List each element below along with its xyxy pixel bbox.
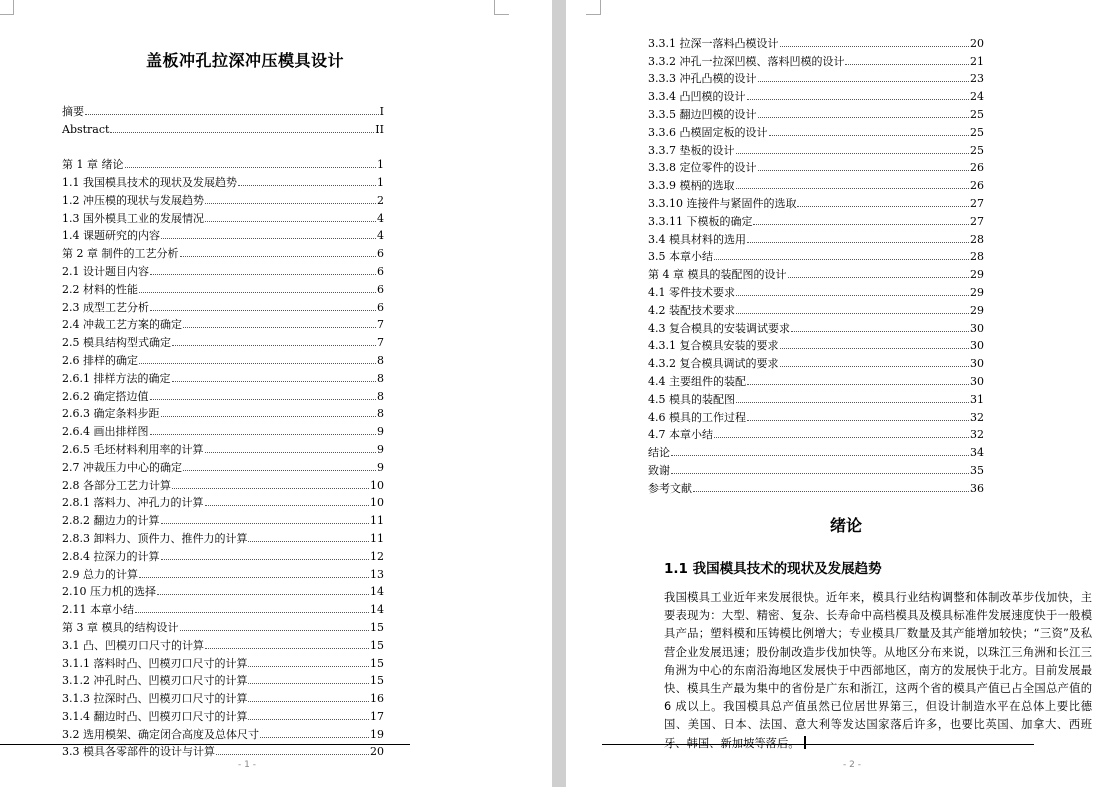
- toc-entry[interactable]: [62, 349, 384, 367]
- toc-entry[interactable]: [62, 723, 384, 741]
- toc-leader-dots: [248, 541, 369, 542]
- toc-leader-dots: [139, 292, 376, 293]
- toc-entry[interactable]: [62, 100, 384, 118]
- toc-entry-page: 28: [970, 250, 984, 264]
- toc-leader-dots: [135, 612, 369, 613]
- toc-leader-dots: [736, 295, 969, 296]
- crop-mark-top-left: [586, 0, 601, 15]
- toc-entry[interactable]: [62, 687, 384, 705]
- toc-entry-page: 12: [370, 549, 384, 563]
- toc-entry-page: 15: [370, 674, 384, 688]
- toc-entry-label: 3.3.1 拉深一落料凸模设计: [648, 36, 779, 50]
- toc-entry-page: 21: [970, 54, 984, 68]
- toc-entry[interactable]: [62, 705, 384, 723]
- toc-entry-page: 6: [377, 264, 384, 278]
- toc-leader-dots: [248, 701, 369, 702]
- toc-entry-page: 8: [377, 371, 384, 385]
- toc-entry-label: 3.3.3 冲孔凸模的设计: [648, 72, 757, 86]
- toc-entry-page: 4: [377, 229, 384, 243]
- toc-entry[interactable]: [62, 545, 384, 563]
- toc-entry-page: 26: [970, 161, 984, 175]
- toc-entry[interactable]: [62, 616, 384, 634]
- toc-entry-page: I: [379, 104, 384, 118]
- toc-entry-label: 3.3 模具各零部件的设计与计算: [62, 745, 215, 759]
- toc-entry[interactable]: [62, 296, 384, 314]
- toc-entry-label: 4.1 零件技术要求: [648, 285, 735, 299]
- toc-entry[interactable]: [648, 370, 984, 388]
- toc-entry[interactable]: [62, 331, 384, 349]
- toc-entry[interactable]: [62, 492, 384, 510]
- section-heading: 1.1 我国模具技术的现状及发展趋势: [664, 561, 882, 577]
- toc-entry-page: 24: [970, 90, 984, 104]
- toc-entry[interactable]: [62, 509, 384, 527]
- toc-leader-dots: [125, 167, 377, 168]
- toc-entry[interactable]: [648, 406, 984, 424]
- toc-entry-label: 2.1 设计题目内容: [62, 264, 149, 278]
- toc-leader-dots: [183, 470, 376, 471]
- toc-entry-label: 2.6.1 排样方法的确定: [62, 371, 171, 385]
- toc-entry-page: 29: [970, 303, 984, 317]
- toc-entry[interactable]: [648, 103, 984, 121]
- toc-leader-dots: [845, 64, 969, 65]
- toc-leader-dots: [714, 259, 969, 260]
- toc-leader-dots: [248, 683, 369, 684]
- toc-leader-dots: [157, 594, 369, 595]
- toc-entry[interactable]: [62, 260, 384, 278]
- toc-entry[interactable]: [62, 581, 384, 599]
- toc-entry-page: 20: [970, 36, 984, 50]
- toc-entry-label: 3.3.10 连接件与紧固件的选取: [648, 196, 797, 210]
- toc-leader-dots: [747, 420, 969, 421]
- toc-leader-dots: [260, 737, 369, 738]
- toc-entry-page: 25: [970, 107, 984, 121]
- toc-entry-page: 35: [970, 463, 984, 477]
- toc-entry[interactable]: [62, 225, 384, 243]
- toc-leader-dots: [172, 345, 376, 346]
- toc-entry-label: 2.7 冲裁压力中心的确定: [62, 460, 182, 474]
- toc-entry[interactable]: [648, 32, 984, 50]
- toc-entry-page: 30: [970, 339, 984, 353]
- toc-entry-page: 7: [377, 318, 384, 332]
- toc-entry[interactable]: [648, 459, 984, 477]
- table-of-contents-continued: [648, 32, 984, 495]
- toc-leader-dots: [161, 416, 377, 417]
- toc-entry[interactable]: [648, 68, 984, 86]
- chapter-heading: 绪论: [829, 516, 862, 535]
- toc-entry-label: 3.3.6 凸模固定板的设计: [648, 125, 768, 139]
- toc-entry-page: 27: [970, 214, 984, 228]
- toc-entry-label: 2.8.4 拉深力的计算: [62, 549, 160, 563]
- toc-entry-label: 2.10 压力机的选择: [62, 585, 156, 599]
- toc-leader-dots: [758, 170, 970, 171]
- toc-entry[interactable]: [648, 246, 984, 264]
- toc-entry-label: 3.1 凸、凹模刃口尺寸的计算: [62, 638, 204, 652]
- toc-entry-label: 2.8.2 翻边力的计算: [62, 514, 160, 528]
- toc-entry-page: 13: [370, 567, 384, 581]
- toc-entry-label: 致谢: [648, 463, 670, 477]
- toc-entry[interactable]: [648, 441, 984, 459]
- toc-entry[interactable]: [648, 174, 984, 192]
- toc-entry-page: 11: [370, 514, 384, 528]
- toc-entry-label: 3.3.4 凸凹模的设计: [648, 90, 746, 104]
- toc-entry-page: 25: [970, 143, 984, 157]
- toc-entry-page: 10: [370, 496, 384, 510]
- toc-entry-page: 30: [970, 321, 984, 335]
- toc-entry-label: 3.2 选用模架、确定闭合高度及总体尺寸: [62, 727, 259, 741]
- toc-entry-label: 3.3.11 下模板的确定: [648, 214, 753, 228]
- toc-entry-page: 2: [377, 193, 384, 207]
- toc-entry-page: 7: [377, 336, 384, 350]
- toc-entry-label: 3.5 本章小结: [648, 250, 713, 264]
- toc-leader-dots: [736, 402, 969, 403]
- toc-entry[interactable]: [62, 118, 384, 136]
- toc-entry[interactable]: [648, 281, 984, 299]
- toc-entry-label: 2.8.3 卸料力、顶件力、推件力的计算: [62, 531, 248, 545]
- toc-leader-dots: [736, 313, 969, 314]
- toc-entry-page: 14: [370, 603, 384, 617]
- crop-mark-top-right: [494, 0, 509, 15]
- toc-entry-page: II: [375, 122, 384, 136]
- toc-entry-page: 6: [377, 282, 384, 296]
- toc-entry[interactable]: [62, 385, 384, 403]
- toc-entry-label: 2.6 排样的确定: [62, 353, 138, 367]
- toc-leader-dots: [161, 523, 370, 524]
- toc-leader-dots: [150, 399, 377, 400]
- toc-entry[interactable]: [648, 192, 984, 210]
- toc-entry-page: 15: [370, 638, 384, 652]
- toc-leader-dots: [150, 274, 376, 275]
- toc-entry-page: 9: [377, 425, 384, 439]
- toc-entry[interactable]: [62, 634, 384, 652]
- toc-leader-dots: [216, 754, 369, 755]
- toc-entry-page: 17: [370, 709, 384, 723]
- toc-entry[interactable]: [62, 171, 384, 189]
- toc-entry-label: 2.8 各部分工艺力计算: [62, 478, 171, 492]
- toc-entry-label: 3.3.5 翻边凹模的设计: [648, 107, 757, 121]
- toc-entry-label: 4.3.1 复合模具安装的要求: [648, 339, 779, 353]
- toc-leader-dots: [797, 206, 969, 207]
- toc-entry-page: 27: [970, 196, 984, 210]
- body-text: 我国模具工业近年来发展很快。近年来，模具行业结构调整和体制改革步伐加快，主要表现为：大型、精密、复杂、长寿命中高档模具及模具标准件发展速度快于一般模具产品；塑料模和压铸模比例增大；专业模具厂数量及其产能增加较快；“三资”及私营企业发展迅速；股份制改造步伐加快等。从地区分布来说，以珠江三角洲和长江三角洲为中心的东南沿海地区发展快于中西部地区，南方的发展快于北方。目前发展最快、模具生产最为集中的省份是广东和浙江，这两个省的模具产值已占全国总产值的 6 成以上。我国模具总产值虽然已位居世界第三，但设计制造水平在总体上要比德国、美国、日本、法国、意大利等发达国家落后许多，也要比英国、加拿大、西班牙、韩国、新加坡等落后。: [664, 591, 1092, 750]
- toc-entry-label: 2.6.3 确定条料步距: [62, 407, 160, 421]
- toc-leader-dots: [161, 238, 376, 239]
- toc-entry-page: 10: [370, 478, 384, 492]
- toc-entry-label: 4.3.2 复合模具调试的要求: [648, 357, 779, 371]
- toc-entry-page: 28: [970, 232, 984, 246]
- toc-entry-page: 14: [370, 585, 384, 599]
- toc-entry[interactable]: [62, 153, 384, 171]
- toc-entry-page: 6: [377, 247, 384, 261]
- toc-entry-page: 36: [970, 481, 984, 495]
- toc-leader-dots: [747, 242, 969, 243]
- toc-entry-page: 19: [370, 727, 384, 741]
- toc-entry-label: 结论: [648, 446, 670, 460]
- toc-entry-label: 4.6 模具的工作过程: [648, 410, 746, 424]
- toc-leader-dots: [150, 310, 376, 311]
- toc-entry-page: 32: [970, 428, 984, 442]
- toc-entry[interactable]: [62, 403, 384, 421]
- toc-entry-page: 8: [377, 407, 384, 421]
- toc-entry[interactable]: [62, 420, 384, 438]
- toc-entry[interactable]: [62, 367, 384, 385]
- toc-entry-page: 15: [370, 656, 384, 670]
- toc-entry-label: 3.3.2 冲孔一拉深凹模、落料凹模的设计: [648, 54, 845, 68]
- toc-leader-dots: [180, 256, 377, 257]
- text-cursor: [804, 736, 806, 749]
- toc-entry[interactable]: [648, 299, 984, 317]
- toc-entry-page: 30: [970, 374, 984, 388]
- toc-entry-label: 第 3 章 模具的结构设计: [62, 620, 179, 634]
- toc-entry-page: 9: [377, 442, 384, 456]
- toc-entry[interactable]: [62, 189, 384, 207]
- document-page-2: [566, 0, 1114, 787]
- footer-rule: [0, 744, 410, 745]
- toc-leader-dots: [747, 384, 969, 385]
- toc-leader-dots: [139, 363, 376, 364]
- toc-entry-page: 20: [370, 745, 384, 759]
- toc-leader-dots: [205, 505, 370, 506]
- toc-entry-page: 23: [970, 72, 984, 86]
- toc-entry-label: Abstract: [62, 122, 110, 136]
- toc-leader-dots: [139, 577, 369, 578]
- toc-leader-dots: [150, 434, 377, 435]
- toc-entry-label: 2.6.4 画出排样图: [62, 425, 149, 439]
- toc-entry-label: 4.3 复合模具的安装调试要求: [648, 321, 790, 335]
- page-number: - 2 -: [843, 760, 861, 770]
- toc-leader-dots: [238, 185, 376, 186]
- toc-leader-dots: [110, 132, 374, 133]
- toc-entry-label: 4.5 模具的装配图: [648, 392, 735, 406]
- toc-entry-label: 第 2 章 制件的工艺分析: [62, 247, 179, 261]
- page-number: - 1 -: [238, 760, 256, 770]
- toc-entry-label: 3.1.3 拉深时凸、凹模刃口尺寸的计算: [62, 692, 248, 706]
- toc-leader-dots: [780, 366, 970, 367]
- toc-entry-label: 2.5 模具结构型式确定: [62, 336, 171, 350]
- crop-mark-top-left: [0, 0, 14, 15]
- toc-entry[interactable]: [62, 242, 384, 260]
- toc-entry[interactable]: [62, 563, 384, 581]
- page-gap: [552, 0, 566, 787]
- toc-leader-dots: [736, 188, 970, 189]
- toc-leader-dots: [172, 488, 369, 489]
- toc-entry-label: 3.3.7 垫板的设计: [648, 143, 735, 157]
- toc-leader-dots: [161, 559, 370, 560]
- toc-entry-page: 32: [970, 410, 984, 424]
- toc-entry-page: 29: [970, 285, 984, 299]
- toc-entry-label: 1.3 国外模具工业的发展情况: [62, 211, 204, 225]
- toc-entry-label: 3.3.8 定位零件的设计: [648, 161, 757, 175]
- toc-leader-dots: [205, 452, 377, 453]
- toc-entry-label: 1.2 冲压模的现状与发展趋势: [62, 193, 204, 207]
- toc-entry[interactable]: [62, 278, 384, 296]
- toc-entry-page: 15: [370, 620, 384, 634]
- toc-leader-dots: [205, 221, 376, 222]
- toc-leader-dots: [747, 99, 970, 100]
- toc-entry[interactable]: [62, 438, 384, 456]
- toc-entry-label: 参考文献: [648, 481, 692, 495]
- toc-entry[interactable]: [648, 388, 984, 406]
- toc-leader-dots: [780, 348, 970, 349]
- toc-entry[interactable]: [648, 228, 984, 246]
- toc-entry-label: 3.1.4 翻边时凸、凹模刃口尺寸的计算: [62, 709, 248, 723]
- toc-entry-label: 2.11 本章小结: [62, 603, 134, 617]
- toc-entry-label: 2.3 成型工艺分析: [62, 300, 149, 314]
- table-of-contents: [62, 100, 384, 758]
- toc-entry-page: 34: [970, 446, 984, 460]
- toc-entry-label: 2.2 材料的性能: [62, 282, 138, 296]
- toc-leader-dots: [671, 473, 969, 474]
- toc-leader-dots: [788, 277, 970, 278]
- toc-entry-label: 4.4 主要组件的装配: [648, 374, 746, 388]
- toc-entry-page: 25: [970, 125, 984, 139]
- toc-entry[interactable]: [648, 317, 984, 335]
- toc-leader-dots: [180, 630, 370, 631]
- toc-leader-dots: [205, 203, 376, 204]
- toc-leader-dots: [758, 117, 970, 118]
- toc-entry[interactable]: [648, 263, 984, 281]
- toc-entry-page: 4: [377, 211, 384, 225]
- toc-entry[interactable]: [62, 207, 384, 225]
- footer-rule: [602, 744, 1034, 745]
- toc-entry[interactable]: [648, 121, 984, 139]
- toc-entry-page: 1: [377, 158, 384, 172]
- toc-entry-page: 30: [970, 357, 984, 371]
- toc-entry-label: 1.4 课题研究的内容: [62, 229, 160, 243]
- toc-entry-label: 3.3.9 模柄的选取: [648, 179, 735, 193]
- toc-leader-dots: [780, 46, 970, 47]
- toc-entry-label: 3.4 模具材料的选用: [648, 232, 746, 246]
- toc-entry-label: 2.6.5 毛坯材料利用率的计算: [62, 442, 204, 456]
- body-paragraph[interactable]: [664, 589, 1092, 753]
- toc-leader-dots: [791, 331, 969, 332]
- toc-entry[interactable]: [62, 456, 384, 474]
- toc-entry[interactable]: [62, 527, 384, 545]
- toc-leader-dots: [758, 81, 970, 82]
- document-title: 盖板冲孔拉深冲压模具设计: [145, 51, 344, 70]
- toc-entry-label: 4.2 装配技术要求: [648, 303, 735, 317]
- toc-leader-dots: [85, 114, 379, 115]
- toc-entry-page: 6: [377, 300, 384, 314]
- toc-entry-label: 2.6.2 确定搭边值: [62, 389, 149, 403]
- toc-leader-dots: [693, 491, 969, 492]
- toc-leader-dots: [183, 327, 376, 328]
- toc-entry[interactable]: [648, 352, 984, 370]
- toc-entry[interactable]: [648, 157, 984, 175]
- toc-entry-label: 1.1 我国模具技术的现状及发展趋势: [62, 175, 237, 189]
- toc-entry[interactable]: [648, 85, 984, 103]
- toc-leader-dots: [671, 455, 969, 456]
- toc-entry-page: 16: [370, 692, 384, 706]
- toc-entry[interactable]: [648, 335, 984, 353]
- toc-entry-page: 8: [377, 389, 384, 403]
- toc-entry-page: 1: [377, 175, 384, 189]
- toc-entry[interactable]: [62, 314, 384, 332]
- toc-entry-label: 2.4 冲裁工艺方案的确定: [62, 318, 182, 332]
- toc-entry[interactable]: [648, 210, 984, 228]
- toc-leader-dots: [714, 437, 969, 438]
- toc-entry-label: 3.1.2 冲孔时凸、凹模刃口尺寸的计算: [62, 674, 248, 688]
- document-page-1: [0, 0, 552, 787]
- toc-entry[interactable]: [648, 424, 984, 442]
- toc-entry[interactable]: [648, 50, 984, 68]
- toc-entry[interactable]: [62, 652, 384, 670]
- toc-entry-page: 9: [377, 460, 384, 474]
- toc-leader-dots: [248, 666, 369, 667]
- toc-entry-label: 摘要: [62, 104, 84, 118]
- toc-entry-page: 26: [970, 179, 984, 193]
- toc-entry[interactable]: [648, 139, 984, 157]
- toc-entry-page: 29: [970, 268, 984, 282]
- toc-leader-dots: [769, 135, 970, 136]
- toc-leader-dots: [736, 153, 970, 154]
- toc-leader-dots: [205, 648, 369, 649]
- toc-leader-dots: [753, 224, 969, 225]
- toc-entry-page: 31: [970, 392, 984, 406]
- toc-entry-page: 8: [377, 353, 384, 367]
- toc-leader-dots: [172, 381, 377, 382]
- toc-entry[interactable]: [62, 598, 384, 616]
- toc-entry-label: 第 4 章 模具的装配图的设计: [648, 268, 787, 282]
- toc-entry-label: 4.7 本章小结: [648, 428, 713, 442]
- toc-entry[interactable]: [62, 670, 384, 688]
- toc-entry-label: 3.1.1 落料时凸、凹模刃口尺寸的计算: [62, 656, 248, 670]
- toc-entry-label: 2.8.1 落料力、冲孔力的计算: [62, 496, 204, 510]
- toc-entry-label: 2.9 总力的计算: [62, 567, 138, 581]
- toc-entry[interactable]: [62, 474, 384, 492]
- toc-leader-dots: [248, 719, 369, 720]
- toc-entry[interactable]: [648, 477, 984, 495]
- toc-entry-label: 第 1 章 绪论: [62, 158, 124, 172]
- toc-entry-page: 11: [370, 531, 384, 545]
